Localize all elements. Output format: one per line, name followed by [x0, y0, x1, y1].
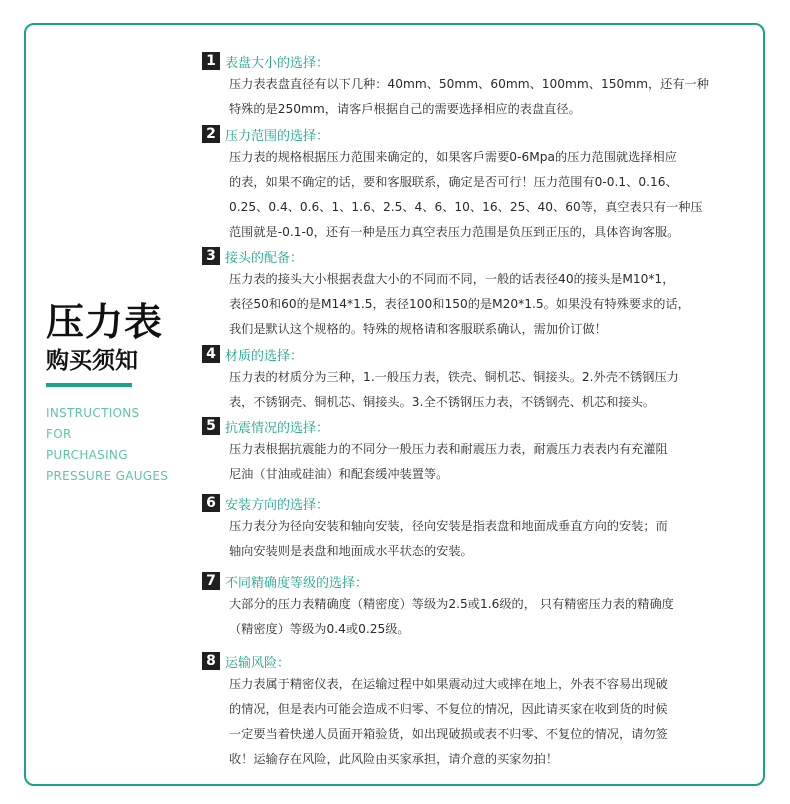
section-text-line: 范围就是-0.1-0，还有一种是压力真空表压力范围是负压到正压的，具体咨询客服。: [229, 225, 680, 239]
section-text-line: （精密度）等级为0.4或0.25级。: [229, 622, 410, 636]
section-text-line: 表，不锈钢壳、铜机芯、铜接头。3.全不锈钢压力表，不锈钢壳、机芯和接头。: [229, 395, 656, 409]
section-text-line: 尼油（甘油或硅油）和配套缓冲装置等。: [229, 467, 449, 481]
section-number-badge: 1: [202, 52, 220, 70]
section-2: [202, 123, 762, 245]
section-header: [202, 50, 762, 72]
section-title: 表盘大小的选择：: [225, 55, 330, 71]
section-number-badge: 8: [202, 652, 220, 670]
section-text-line: 表径50和60的是M14*1.5，表径100和150的是M20*1.5。如果没有特殊要求的话，: [229, 297, 690, 311]
section-5: [202, 415, 762, 487]
page-subtitle: 购买须知: [46, 348, 138, 374]
section-title: 运输风险：: [225, 655, 291, 671]
section-text-line: 压力表分为径向安装和轴向安装，径向安装是指表盘和地面成垂直方向的安装；而: [229, 519, 668, 533]
section-text-line: 的情况，但是表内可能会造成不归零、不复位的情况，因此请买家在收到货的时候: [229, 702, 668, 716]
section-header: [202, 570, 762, 592]
section-text-line: 压力表表盘直径有以下几种：40mm、50mm、60mm、100mm、150mm，还有一种: [229, 77, 709, 91]
section-text-line: 收！运输存在风险，此风险由买家承担，请介意的买家勿拍！: [229, 752, 559, 766]
section-8: [202, 650, 762, 772]
section-6: [202, 492, 762, 564]
section-text-line: 压力表的规格根据压力范围来确定的，如果客戶需要0-6Mpa的压力范围就选择相应: [229, 150, 677, 164]
section-title: 材质的选择：: [225, 348, 304, 364]
english-title-line: INSTRUCTIONS: [46, 406, 140, 420]
section-7: [202, 570, 762, 642]
section-title: 不同精确度等级的选择：: [225, 575, 369, 591]
section-text-line: 压力表属于精密仪表，在运输过程中如果震动过大或摔在地上，外表不容易出现破: [229, 677, 668, 691]
english-title-line: FOR: [46, 427, 72, 441]
section-header: [202, 123, 762, 145]
section-header: [202, 343, 762, 365]
section-text-line: 特殊的是250mm，请客戶根据自己的需要选择相应的表盘直径。: [229, 102, 581, 116]
section-number-badge: 7: [202, 572, 220, 590]
title-block: [46, 300, 196, 487]
english-title: [46, 403, 196, 487]
page-title: 压力表: [46, 300, 164, 344]
english-title-line: PRESSURE GAUGES: [46, 469, 169, 483]
section-title: 抗震情况的选择：: [225, 420, 330, 436]
section-title: 安装方向的选择：: [225, 497, 330, 513]
title-underline: [46, 383, 132, 387]
section-title: 压力范围的选择：: [225, 128, 330, 144]
section-number-badge: 5: [202, 417, 220, 435]
section-4: [202, 343, 762, 415]
section-3: [202, 245, 762, 342]
section-number-badge: 6: [202, 494, 220, 512]
section-title: 接头的配备：: [225, 250, 304, 266]
section-number-badge: 3: [202, 247, 220, 265]
section-header: [202, 415, 762, 437]
section-number-badge: 4: [202, 345, 220, 363]
section-header: [202, 245, 762, 267]
section-text-line: 轴向安装则是表盘和地面成水平状态的安装。: [229, 544, 473, 558]
section-header: [202, 492, 762, 514]
section-text-line: 0.25、0.4、0.6、1、1.6、2.5、4、6、10、16、25、40、60等，真空表只有一种压: [229, 200, 703, 214]
section-text-line: 我们是默认这个规格的。特殊的规格请和客服联系确认，需加价订做！: [229, 322, 607, 336]
section-text-line: 压力表的材质分为三种，1.一般压力表，铁壳、铜机芯、铜接头。2.外壳不锈钢压力: [229, 370, 679, 384]
section-text-line: 压力表根据抗震能力的不同分一般压力表和耐震压力表，耐震压力表表内有充灌阻: [229, 442, 668, 456]
section-text-line: 压力表的接头大小根据表盘大小的不同而不同，一般的话表径40的接头是M10*1，: [229, 272, 675, 286]
english-title-line: PURCHASING: [46, 448, 128, 462]
section-text-line: 大部分的压力表精确度（精密度）等级为2.5或1.6级的， 只有精密压力表的精确度: [229, 597, 674, 611]
section-1: [202, 50, 762, 122]
section-header: [202, 650, 762, 672]
section-text-line: 的表，如果不确定的话，要和客服联系，确定是否可行！压力范围有0-0.1、0.16、: [229, 175, 678, 189]
section-number-badge: 2: [202, 125, 220, 143]
section-text-line: 一定要当着快递人员面开箱验货，如出现破损或表不归零、不复位的情况，请勿签: [229, 727, 668, 741]
